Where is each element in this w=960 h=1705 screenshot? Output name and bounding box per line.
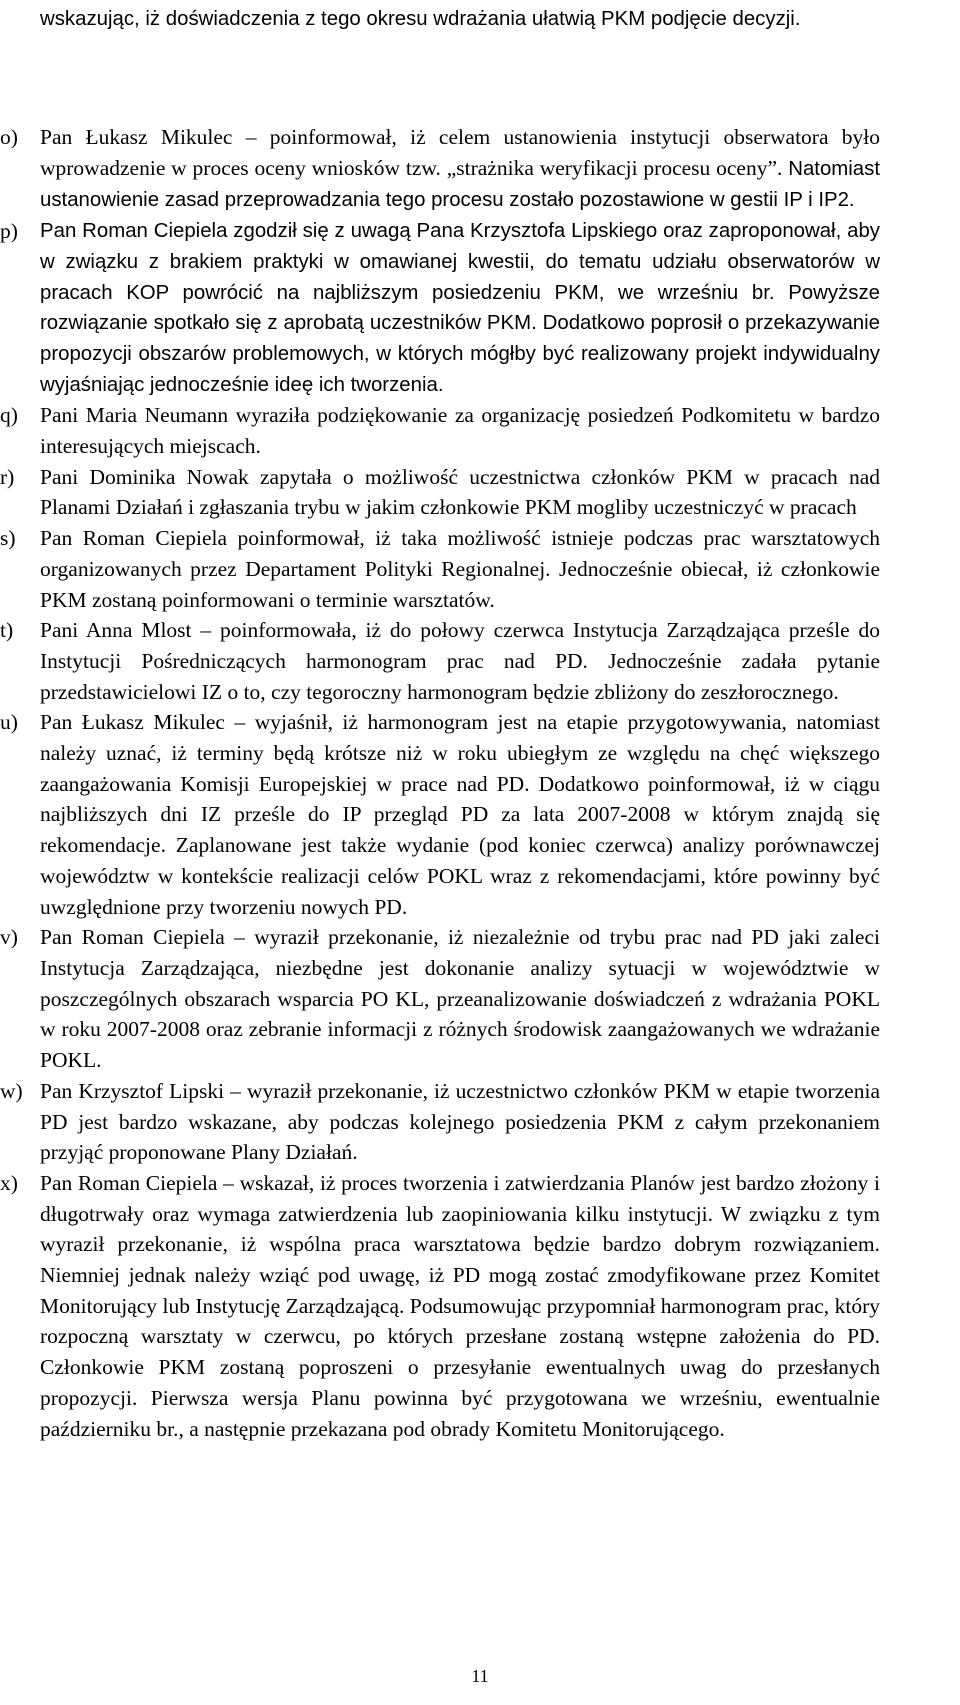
list-marker: t) — [0, 618, 14, 643]
list-marker: w) — [0, 1078, 23, 1103]
list-item-u — [0, 707, 960, 922]
list-item-s — [0, 523, 960, 615]
page-number: 11 — [471, 1666, 489, 1686]
list-marker: s) — [0, 526, 16, 551]
list-item-text — [40, 122, 880, 216]
list-item-text: Pan Roman Ciepiela – wyraził przekonanie, iż niezależnie od trybu prac nad PD jaki zaleci Instytucja Zarządzająca, niezbędne jest dokonanie analizy sytuacji w województwie w poszczególnych obszarach wsparcia PO KL, przeanalizowanie doświadczeń z wdrażania POKL w roku 2007-2008 oraz zebranie informacji z różnych środowisk zaangażowanych we wdrażanie POKL. — [40, 925, 880, 1073]
list-item-text: Pani Maria Neumann wyraziła podziękowanie za organizację posiedzeń Podkomitetu w bardzo interesujących miejscach. — [40, 403, 880, 459]
list-item-v — [0, 922, 960, 1076]
list-item-q — [0, 400, 960, 461]
continuation-paragraph: wskazując, iż doświadczenia z tego okresu wdrażania ułatwią PKM podjęcie decyzji. — [40, 8, 801, 30]
minutes-list — [0, 122, 960, 1444]
list-item-text: Pan Roman Ciepiela zgodził się z uwagą Pana Krzysztofa Lipskiego oraz zaproponował, aby w związku z brakiem praktyki w omawianej kwestii, do tematu udziału obserwatorów w pracach KOP powrócić na najbliższym posiedzeniu PKM, we wrześniu br. Powyższe rozwiązanie spotkało się z aprobatą uczestników PKM. Dodatkowo poprosił o przekazywanie propozycji obszarów problemowych, w których mógłby być realizowany projekt indywidualny wyjaśniając jednocześnie ideę ich tworzenia. — [40, 220, 880, 396]
list-marker: o) — [0, 125, 18, 149]
list-marker: p) — [0, 219, 18, 244]
list-item-text: Pan Roman Ciepiela – wskazał, iż proces tworzenia i zatwierdzania Planów jest bardzo złożony i długotrwały oraz wymaga zatwierdzenia lub zaopiniowania kilku instytucji. W związku z tym wyraził przekonanie, iż wspólna praca warsztatowa będzie bardzo dobrym rozwiązaniem. Niemniej jednak należy wziąć pod uwagę, iż PD mogą zostać zmodyfikowane przez Komitet Monitorujący lub Instytucję Zarządzającą. Podsumowując przypomniał harmonogram prac, który rozpoczną warsztaty w czerwcu, po których przesłane zostaną wstępne założenia do PD. Członkowie PKM zostaną poproszeni o przesyłanie ewentualnych uwag do przesłanych propozycji. Pierwsza wersja Planu powinna być przygotowana we wrześniu, ewentualnie październiku br., a następnie przekazana pod obrady Komitetu Monitorującego. — [40, 1170, 880, 1441]
list-marker: r) — [0, 464, 15, 489]
list-marker: q) — [0, 403, 18, 428]
list-item-text: Pani Anna Mlost – poinformowała, iż do połowy czerwca Instytucja Zarządzająca prześle do Instytucji Pośredniczących harmonogram prac nad PD. Jednocześnie zadała pytanie przedstawicielowi IZ o to, czy tegoroczny harmonogram będzie zbliżony do zeszłorocznego. — [40, 618, 880, 704]
list-marker: u) — [0, 710, 18, 735]
list-item-text: Pan Roman Ciepiela poinformował, iż taka możliwość istnieje podczas prac warsztatowych organizowanych przez Departament Polityki Regionalnej. Jednocześnie obiecał, iż członkowie PKM zostaną poinformowani o terminie warsztatów. — [40, 526, 880, 612]
list-marker: v) — [0, 925, 18, 950]
list-item-t — [0, 615, 960, 707]
list-item-text: Pani Dominika Nowak zapytała o możliwość uczestnictwa członków PKM w pracach nad Planami Działań i zgłaszania trybu w jakim członkowie PKM mogliby uczestniczyć w pracach — [40, 464, 880, 520]
list-item-text-sans: Natomiast ustanowienie zasad przeprowadzania tego procesu zostało pozostawione w gestii IP i IP2. — [40, 157, 881, 212]
list-item-r — [0, 462, 960, 523]
list-item-text-serif: Pan Łukasz Mikulec – poinformował, iż celem ustanowienia instytucji obserwatora było wprowadzenie w proces oceny wniosków tzw. „strażnika weryfikacji procesu oceny”. — [40, 125, 880, 180]
list-item-text: Pan Łukasz Mikulec – wyjaśnił, iż harmonogram jest na etapie przygotowywania, natomiast należy uznać, iż terminy będą krótsze niż w roku ubiegłym ze względu na chęć większego zaangażowania Komisji Europejskiej w prace nad PD. Dodatkowo poinformował, iż w ciągu najbliższych dni IZ prześle do IP przegląd PD za lata 2007-2008 w którym znajdą się rekomendacje. Zaplanowane jest także wydanie (pod koniec czerwca) analizy porównawczej województw w kontekście realizacji celów POKL wraz z rekomendacjami, które powinny być uwzględnione przy tworzeniu nowych PD. — [40, 710, 880, 919]
list-item-text: Pan Krzysztof Lipski – wyraził przekonanie, iż uczestnictwo członków PKM w etapie tworzenia PD jest bardzo wskazane, aby podczas kolejnego posiedzenia PKM z całym przekonaniem przyjąć proponowane Plany Działań. — [40, 1078, 880, 1165]
list-item-o — [0, 122, 960, 216]
list-marker: x) — [0, 1170, 18, 1195]
list-item-x — [0, 1168, 960, 1444]
list-item-p — [0, 216, 960, 400]
list-item-w — [0, 1076, 960, 1168]
